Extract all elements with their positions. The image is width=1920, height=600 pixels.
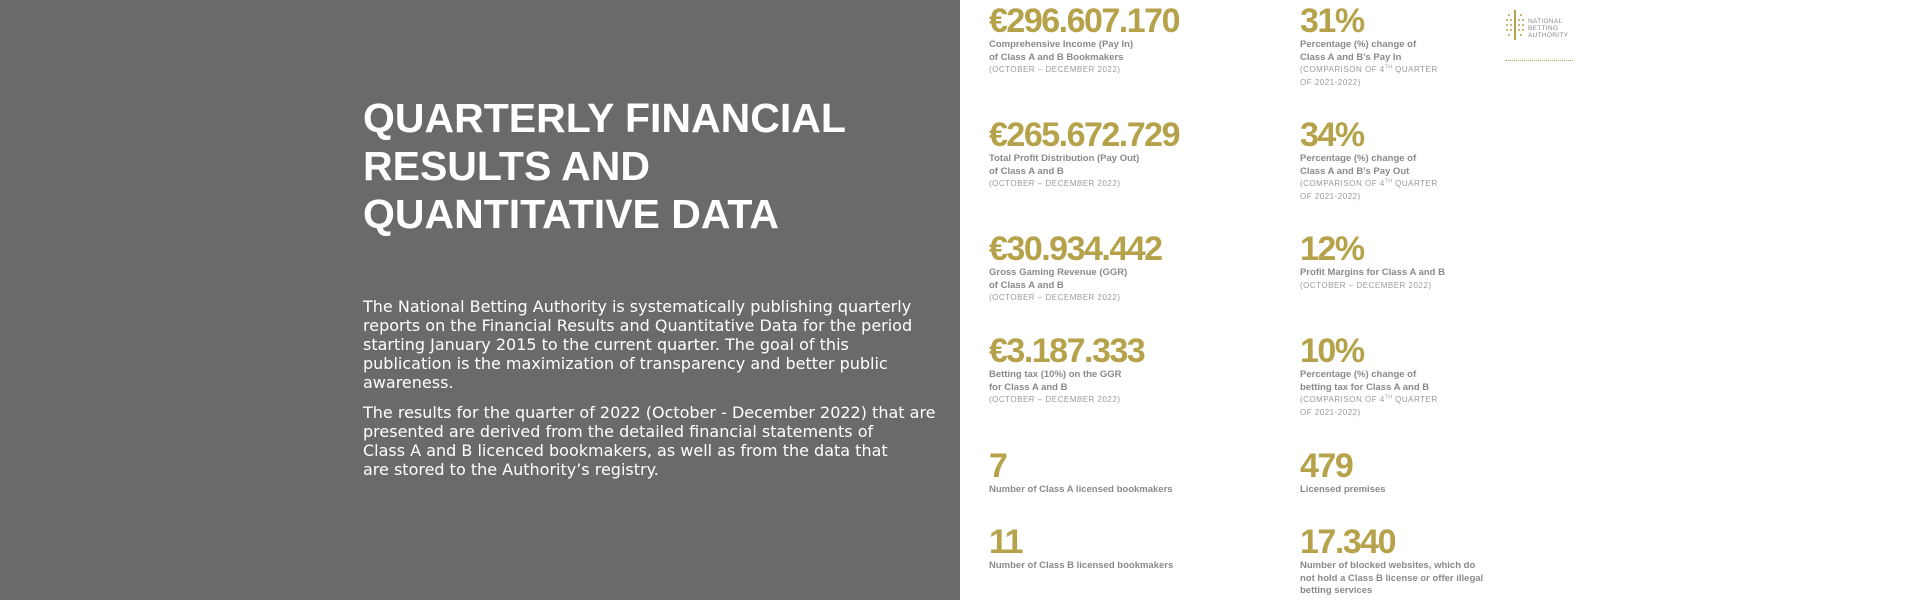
stat-label bbox=[1300, 267, 1445, 280]
logo-divider bbox=[1505, 60, 1573, 61]
intro-line: starting January 2015 to the current quarter. The goal of this bbox=[363, 335, 849, 354]
stat-label bbox=[989, 267, 1162, 292]
stat-period-note bbox=[1300, 394, 1438, 419]
stat-block bbox=[1300, 333, 1438, 419]
stat-label bbox=[989, 153, 1179, 178]
stat-period-note bbox=[989, 178, 1179, 191]
stat-label-line: Number of blocked websites, which do bbox=[1300, 560, 1476, 571]
stat-label-line: of Class A and B Bookmakers bbox=[989, 51, 1124, 63]
intro-line: presented are derived from the detailed financial statements of bbox=[363, 422, 874, 441]
stat-value: 31% bbox=[1300, 2, 1364, 40]
stat-note-line: (OCTOBER – DECEMBER 2022) bbox=[989, 65, 1121, 74]
intro-line: are stored to the Authority’s registry. bbox=[363, 460, 659, 479]
stat-block bbox=[1300, 524, 1483, 598]
stat-value: 11 bbox=[989, 523, 1022, 561]
stat-value: €296.607.170 bbox=[989, 2, 1179, 40]
stat-label-line: Gross Gaming Revenue (GGR) bbox=[989, 267, 1128, 278]
stat-value: 17.340 bbox=[1300, 523, 1395, 561]
intro-line: The National Betting Authority is systematically publishing quarterly bbox=[363, 297, 912, 316]
stat-label-line: for Class A and B bbox=[989, 381, 1068, 393]
stat-label-line: Profit Margins for Class A and B bbox=[1300, 267, 1445, 278]
stat-block bbox=[1300, 3, 1438, 89]
stat-note-line: OF 2021-2022) bbox=[1300, 77, 1361, 87]
stat-label bbox=[989, 369, 1144, 394]
intro-text bbox=[363, 297, 936, 479]
stat-value: 12% bbox=[1300, 230, 1364, 268]
stat-label-line: betting services bbox=[1300, 585, 1373, 596]
authority-emblem-icon bbox=[1505, 10, 1525, 40]
nba-logo bbox=[1500, 8, 1575, 66]
stat-block bbox=[989, 117, 1179, 191]
stat-value: 479 bbox=[1300, 447, 1353, 485]
stat-label-line: Number of Class B licensed bookmakers bbox=[989, 560, 1174, 571]
intro-line: Class A and B licenced bookmakers, as well as from the data that bbox=[363, 441, 888, 460]
stat-label bbox=[1300, 560, 1483, 598]
logo-line: AUTHORITY bbox=[1528, 32, 1569, 39]
stat-label-line: Comprehensive Income (Pay In) bbox=[989, 39, 1134, 50]
intro-line: The results for the quarter of 2022 (October - December 2022) that are bbox=[363, 403, 936, 422]
stat-label bbox=[989, 39, 1179, 64]
stat-period-note bbox=[1300, 64, 1438, 89]
stat-label-line: betting tax for Class A and B bbox=[1300, 381, 1430, 393]
stat-note-line: (OCTOBER – DECEMBER 2022) bbox=[989, 395, 1121, 404]
stat-block bbox=[1300, 231, 1445, 292]
stat-period-note bbox=[1300, 280, 1445, 293]
stat-note-line: (COMPARISON OF 4TH QUARTER bbox=[1300, 178, 1438, 188]
intro-paragraph-2 bbox=[363, 403, 936, 479]
stat-value: €3.187.333 bbox=[989, 332, 1145, 370]
stat-label bbox=[989, 560, 1173, 573]
stat-block bbox=[989, 3, 1179, 77]
stat-period-note bbox=[989, 394, 1144, 407]
page-title-line: RESULTS AND bbox=[363, 143, 650, 189]
stat-value: 34% bbox=[1300, 116, 1364, 154]
page-title-line: QUARTERLY FINANCIAL bbox=[363, 95, 846, 141]
stat-value: 7 bbox=[989, 447, 1007, 485]
stat-label-line: Class A and B’s Pay Out bbox=[1300, 165, 1410, 177]
stat-label-line: Total Profit Distribution (Pay Out) bbox=[989, 153, 1140, 164]
stat-label-line: of Class A and B bbox=[989, 279, 1064, 291]
intro-line: publication is the maximization of transparency and better public bbox=[363, 354, 888, 373]
logo-line: BETTING bbox=[1528, 25, 1559, 32]
stat-label-line: Class A and B’s Pay In bbox=[1300, 51, 1402, 63]
page-title-line: QUANTITATIVE DATA bbox=[363, 191, 780, 237]
logo-wordmark bbox=[1528, 18, 1568, 39]
stat-label-line: not hold a Class B license or offer illegal bbox=[1300, 572, 1484, 584]
stat-value: 10% bbox=[1300, 332, 1364, 370]
stat-block bbox=[989, 333, 1144, 407]
stat-note-line: OF 2021-2022) bbox=[1300, 191, 1361, 201]
stat-label-line: Percentage (%) change of bbox=[1300, 39, 1417, 50]
intro-line: reports on the Financial Results and Quantitative Data for the period bbox=[363, 316, 913, 335]
stat-label bbox=[1300, 153, 1438, 178]
stat-period-note bbox=[1300, 178, 1438, 203]
stat-label-line: of Class A and B bbox=[989, 165, 1064, 177]
page-title bbox=[363, 94, 903, 238]
stat-label-line: Percentage (%) change of bbox=[1300, 153, 1417, 164]
stat-label bbox=[1300, 39, 1438, 64]
stat-note-line: (OCTOBER – DECEMBER 2022) bbox=[989, 293, 1121, 302]
stat-label-line: Percentage (%) change of bbox=[1300, 369, 1417, 380]
stat-label bbox=[1300, 484, 1386, 497]
stat-label-line: Licensed premises bbox=[1300, 484, 1386, 495]
intro-paragraph-1 bbox=[363, 297, 923, 392]
stat-value: €30.934.442 bbox=[989, 230, 1162, 268]
stat-period-note bbox=[989, 292, 1162, 305]
stat-block bbox=[1300, 117, 1438, 203]
stat-period-note bbox=[989, 64, 1179, 77]
stat-block bbox=[989, 524, 1173, 573]
stat-note-line: (OCTOBER – DECEMBER 2022) bbox=[1300, 280, 1432, 290]
stat-block bbox=[1300, 448, 1386, 497]
stat-note-line: (OCTOBER – DECEMBER 2022) bbox=[989, 179, 1121, 188]
stat-label-line: Betting tax (10%) on the GGR bbox=[989, 369, 1122, 380]
intro-line: awareness. bbox=[363, 373, 454, 392]
stat-block bbox=[989, 448, 1173, 497]
stat-note-line: OF 2021-2022) bbox=[1300, 407, 1361, 417]
stat-note-line: (COMPARISON OF 4TH QUARTER bbox=[1300, 64, 1438, 74]
stat-value: €265.672.729 bbox=[989, 116, 1179, 154]
stat-block bbox=[989, 231, 1162, 305]
stat-label-line: Number of Class A licensed bookmakers bbox=[989, 484, 1173, 495]
logo-line: NATIONAL bbox=[1528, 18, 1563, 25]
stat-label bbox=[1300, 369, 1438, 394]
stat-label bbox=[989, 484, 1173, 497]
stat-note-line: (COMPARISON OF 4TH QUARTER bbox=[1300, 394, 1438, 404]
